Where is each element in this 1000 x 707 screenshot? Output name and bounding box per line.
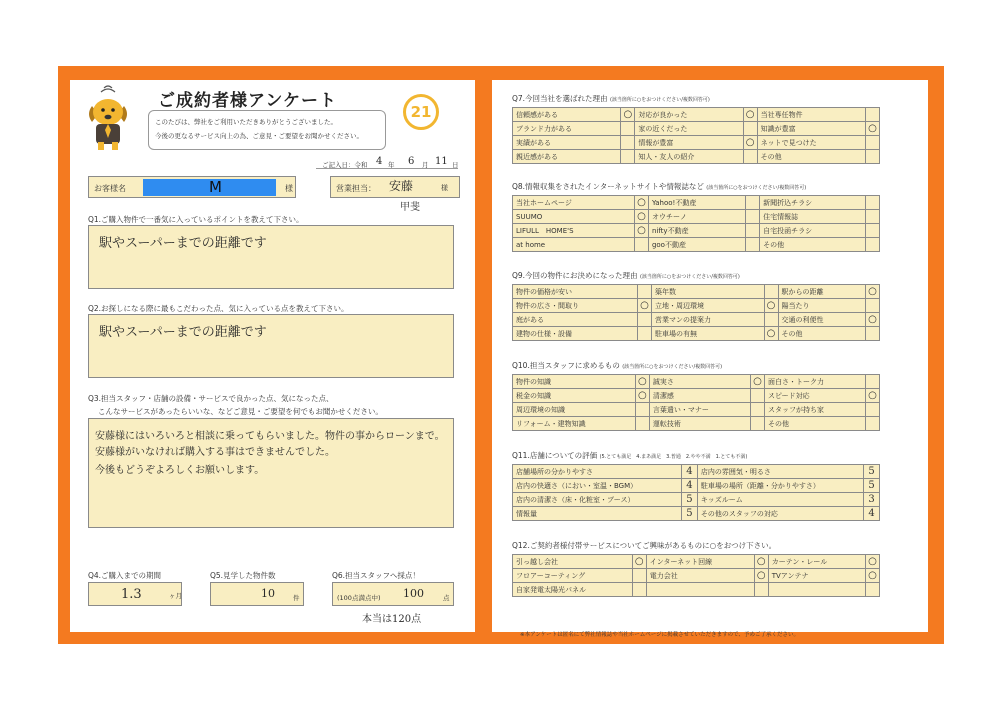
q11-table <box>512 464 880 521</box>
q7-mark-cell <box>621 150 635 164</box>
q12-table <box>512 554 880 597</box>
q4-label: Q4.ご購入までの期間 <box>88 571 162 580</box>
q8-option-cell: Yahoo!不動産 <box>648 196 745 210</box>
q8-option-cell: オウチーノ <box>648 210 745 224</box>
q10-mark-cell <box>635 417 649 431</box>
q9-option-cell: 物件の広さ・間取り <box>513 299 638 313</box>
q7-mark-cell <box>743 150 757 164</box>
q6-note: 本当は120点 <box>362 614 422 625</box>
q11-row <box>513 479 880 493</box>
right-page <box>492 80 928 638</box>
q12-mark-cell: ○ <box>754 555 768 569</box>
q10-option-cell: 言葉遣い・マナー <box>649 403 750 417</box>
q10-row <box>513 403 880 417</box>
q9-mark-cell <box>638 313 652 327</box>
q7-option-cell: 情報が豊富 <box>635 136 743 150</box>
q11-row <box>513 507 880 521</box>
q10-table <box>512 374 880 431</box>
century21-logo-icon: 21 <box>403 94 439 130</box>
q10-option-cell: 税金の知識 <box>513 389 636 403</box>
q4-value: 1.3 <box>121 587 142 602</box>
q3-answer-box <box>88 418 454 528</box>
q11-mark-cell: 3 <box>864 493 880 507</box>
q10-mark-cell <box>750 389 764 403</box>
q6-value: 100 <box>403 587 424 600</box>
q8-mark-cell <box>746 210 760 224</box>
q9-label: Q9.今回の物件にお決めになった理由 (該当箇所に○をおつけください/複数回答可) <box>512 271 740 280</box>
q10-option-cell: 運転技術 <box>649 417 750 431</box>
q6-label: Q6.担当スタッフへ採点！ <box>332 571 420 580</box>
q10-option-cell: 清潔感 <box>649 389 750 403</box>
q7-mark-cell <box>621 122 635 136</box>
q10-option-cell: 物件の知識 <box>513 375 636 389</box>
q8-row <box>513 210 880 224</box>
date-year: 4 <box>376 156 383 167</box>
q9-option-cell: 交通の利便性 <box>778 313 866 327</box>
date-year-unit: 年 <box>388 161 395 169</box>
q8-label: Q8.情報収集をされたインターネットサイトや情報誌など (該当箇所に○をおつけください/複数回答可) <box>512 182 807 191</box>
q9-mark-cell: ○ <box>638 299 652 313</box>
q9-option-cell: 駅からの距離 <box>778 285 866 299</box>
q7-option-cell: ブランド力がある <box>513 122 621 136</box>
date-day-unit: 日 <box>452 161 459 169</box>
q11-mark-cell: 5 <box>681 507 697 521</box>
q9-mark-cell <box>866 327 880 341</box>
q10-mark-cell <box>750 417 764 431</box>
q11-option-cell: キッズルーム <box>697 493 863 507</box>
q8-option-cell: その他 <box>760 238 866 252</box>
q8-mark-cell <box>866 224 880 238</box>
q6-scale: (100点満点中) <box>337 594 381 602</box>
page-title: ご成約者様アンケート <box>158 91 337 111</box>
customer-name-box <box>88 176 296 198</box>
q3-answer-1: 安藤様にはいろいろと相談に乗ってもらいました。物件の事からローンまで。 <box>95 431 445 442</box>
q9-table <box>512 284 880 341</box>
intro-bubble <box>148 110 386 150</box>
q7-mark-cell <box>621 136 635 150</box>
q4-unit: ヶ月 <box>169 592 182 600</box>
q12-option-cell: インターネット回線 <box>646 555 754 569</box>
intro-text-1: このたびは、弊社をご利用いただきありがとうございました。 <box>155 118 337 126</box>
q3-label-1: Q3.担当スタッフ・店舗の設備・サービスで良かった点、気になった点、 <box>88 394 334 403</box>
q9-mark-cell: ○ <box>764 327 778 341</box>
q7-option-cell: 親近感がある <box>513 150 621 164</box>
q10-option-cell: 面白さ・トーク力 <box>764 375 865 389</box>
customer-name-label: お客様名 <box>94 184 126 193</box>
q7-row <box>513 136 880 150</box>
q12-mark-cell <box>632 583 646 597</box>
q12-mark-cell <box>632 569 646 583</box>
q10-option-cell: 周辺環境の知識 <box>513 403 636 417</box>
q11-row <box>513 493 880 507</box>
staff-name-2: 甲斐 <box>400 202 420 213</box>
q6-box <box>332 582 454 606</box>
q9-mark-cell <box>638 285 652 299</box>
q3-answer-2: 安藤様がいなければ購入する事はできませんでした。 <box>95 447 335 458</box>
q12-option-cell: 引っ越し会社 <box>513 555 633 569</box>
q11-row <box>513 465 880 479</box>
q2-label: Q2.お探しになる際に最もこだわった点、気に入っている点を教えて下さい。 <box>88 304 349 313</box>
q8-mark-cell <box>746 196 760 210</box>
q1-label: Q1.ご購入物件で一番気に入っているポイントを教えて下さい。 <box>88 215 304 224</box>
q11-option-cell: 店内の快適さ（におい・室温・BGM） <box>513 479 682 493</box>
q10-option-cell: スピード対応 <box>764 389 865 403</box>
q7-mark-cell: ○ <box>866 122 880 136</box>
q8-option-cell: goo不動産 <box>648 238 745 252</box>
q7-mark-cell: ○ <box>621 108 635 122</box>
q11-label: Q11.店舗についての評価 (5.とても満足 4.まあ満足 3.普通 2.やや不満 1.とても不満) <box>512 451 748 460</box>
q8-note: (該当箇所に○をおつけください/複数回答可) <box>706 185 807 191</box>
q8-mark-cell <box>866 238 880 252</box>
q12-mark-cell <box>754 583 768 597</box>
q8-option-cell: SUUMO <box>513 210 635 224</box>
date-underline <box>316 168 458 169</box>
q7-label: Q7.今回当社を選ばれた理由 (該当箇所に○をおつけください/複数回答可) <box>512 94 710 103</box>
q9-row <box>513 327 880 341</box>
left-page <box>70 80 475 632</box>
q11-option-cell: 店舗場所の分かりやすさ <box>513 465 682 479</box>
staff-name-1: 安藤 <box>389 179 414 193</box>
q8-option-cell: LIFULL HOME'S <box>513 224 635 238</box>
q4-box <box>88 582 182 606</box>
q9-mark-cell <box>638 327 652 341</box>
q11-option-cell: その他のスタッフの対応 <box>697 507 863 521</box>
q8-mark-cell: ○ <box>634 210 648 224</box>
q11-scale: (5.とても満足 4.まあ満足 3.普通 2.やや不満 1.とても不満) <box>599 454 748 460</box>
q8-row <box>513 224 880 238</box>
q8-mark-cell <box>634 238 648 252</box>
q7-mark-cell <box>866 150 880 164</box>
q12-option-cell: TVアンテナ <box>768 569 865 583</box>
q10-row <box>513 389 880 403</box>
q7-mark-cell <box>866 108 880 122</box>
q6-unit: 点 <box>443 594 450 602</box>
q7-row <box>513 122 880 136</box>
q8-option-cell: 自宅投函チラシ <box>760 224 866 238</box>
q12-row <box>513 569 880 583</box>
q10-mark-cell: ○ <box>635 389 649 403</box>
q10-row <box>513 375 880 389</box>
q7-table <box>512 107 880 164</box>
customer-suffix: 様 <box>285 184 293 193</box>
q8-row <box>513 238 880 252</box>
q8-mark-cell: ○ <box>634 224 648 238</box>
q10-option-cell: リフォーム・建物知識 <box>513 417 636 431</box>
q12-option-cell: 電力会社 <box>646 569 754 583</box>
q8-option-cell: 新聞折込チラシ <box>760 196 866 210</box>
q10-mark-cell <box>635 403 649 417</box>
q11-mark-cell: 5 <box>864 465 880 479</box>
q7-option-cell: その他 <box>757 150 865 164</box>
q8-row <box>513 196 880 210</box>
q9-option-cell: 駐車場の有無 <box>652 327 765 341</box>
q11-option-cell: 駐車場の場所（距離・分かりやすさ） <box>697 479 863 493</box>
q12-option-cell <box>768 583 865 597</box>
q9-option-cell: 立地・周辺環境 <box>652 299 765 313</box>
q11-mark-cell: 4 <box>681 465 697 479</box>
q8-mark-cell <box>746 224 760 238</box>
q9-option-cell: その他 <box>778 327 866 341</box>
q9-mark-cell: ○ <box>866 313 880 327</box>
q10-note: (該当箇所に○をおつけください/複数回答可) <box>622 364 723 370</box>
q7-note: (該当箇所に○をおつけください/複数回答可) <box>609 97 710 103</box>
q9-mark-cell: ○ <box>866 285 880 299</box>
q9-option-cell: 物件の価格が安い <box>513 285 638 299</box>
q10-row <box>513 417 880 431</box>
q7-option-cell: ネットで見つけた <box>757 136 865 150</box>
q8-option-cell: 住宅情報誌 <box>760 210 866 224</box>
q12-label: Q12.ご契約者様付帯サービスについてご興味があるものに○をおつけ下さい。 <box>512 541 777 550</box>
q7-option-cell: 対応が良かった <box>635 108 743 122</box>
q1-answer-box <box>88 225 454 289</box>
q10-mark-cell: ○ <box>866 389 880 403</box>
q9-mark-cell <box>866 299 880 313</box>
q7-option-cell: 当社専任物件 <box>757 108 865 122</box>
q9-option-cell: 築年数 <box>652 285 765 299</box>
q7-option-cell: 家の近くだった <box>635 122 743 136</box>
q5-label: Q5.見学した物件数 <box>210 571 276 580</box>
q12-option-cell <box>646 583 754 597</box>
q10-mark-cell <box>866 403 880 417</box>
q10-option-cell: その他 <box>764 417 865 431</box>
q7-mark-cell: ○ <box>743 136 757 150</box>
q10-option-cell: 誠実さ <box>649 375 750 389</box>
q8-mark-cell <box>866 210 880 224</box>
q10-label: Q10.担当スタッフに求めるもの (該当箇所に○をおつけください/複数回答可) <box>512 361 723 370</box>
q7-option-cell: 実績がある <box>513 136 621 150</box>
q9-row <box>513 313 880 327</box>
q9-option-cell: 建物の仕様・設備 <box>513 327 638 341</box>
q3-label-2: こんなサービスがあったらいいな、などご意見・ご要望を何でもお聞かせください。 <box>98 407 383 416</box>
q11-mark-cell: 4 <box>864 507 880 521</box>
q10-mark-cell <box>866 417 880 431</box>
q12-option-cell: カーテン・レール <box>768 555 865 569</box>
q12-mark-cell: ○ <box>866 569 880 583</box>
q12-option-cell: フロアーコーティング <box>513 569 633 583</box>
q12-mark-cell: ○ <box>754 569 768 583</box>
q8-mark-cell <box>866 196 880 210</box>
q7-row <box>513 108 880 122</box>
q2-answer: 駅やスーパーまでの距離です <box>99 325 267 340</box>
q11-option-cell: 店内の清潔さ（床・化粧室・ブース） <box>513 493 682 507</box>
mascot-dog-icon <box>84 84 132 154</box>
q12-option-cell: 自家発電太陽光パネル <box>513 583 633 597</box>
q12-mark-cell: ○ <box>632 555 646 569</box>
q10-mark-cell <box>866 375 880 389</box>
q11-mark-cell: 4 <box>681 479 697 493</box>
q9-mark-cell <box>764 313 778 327</box>
q12-mark-cell: ○ <box>866 555 880 569</box>
q9-mark-cell <box>764 285 778 299</box>
q12-row <box>513 555 880 569</box>
staff-suffix: 様 <box>441 184 448 192</box>
q8-mark-cell <box>746 238 760 252</box>
q9-row <box>513 285 880 299</box>
q8-option-cell: nifty不動産 <box>648 224 745 238</box>
customer-name-value: M <box>209 178 222 196</box>
q2-answer-box <box>88 314 454 378</box>
q5-unit: 件 <box>293 594 300 602</box>
intro-text-2: 今後の更なるサービス向上の為、ご意見・ご要望をお聞かせください。 <box>155 132 363 140</box>
q7-mark-cell <box>866 136 880 150</box>
q12-row <box>513 583 880 597</box>
q7-mark-cell: ○ <box>743 108 757 122</box>
date-day: 11 <box>435 156 448 167</box>
q10-option-cell: スタッフが持ち家 <box>764 403 865 417</box>
q11-mark-cell: 5 <box>681 493 697 507</box>
q7-option-cell: 知識が豊富 <box>757 122 865 136</box>
footer-note: ※本アンケートは匿名にて弊社情報誌や当社ホームページに掲載させていただきますので、予めご了承ください。 <box>520 632 800 638</box>
date-month-unit: 月 <box>422 161 429 169</box>
q11-option-cell: 店内の雰囲気・明るさ <box>697 465 863 479</box>
q9-option-cell: 庭がある <box>513 313 638 327</box>
q11-mark-cell: 5 <box>864 479 880 493</box>
q11-option-cell: 情報量 <box>513 507 682 521</box>
q3-answer-3: 今後もどうぞよろしくお願いします。 <box>95 465 265 476</box>
q9-option-cell: 営業マンの提案力 <box>652 313 765 327</box>
staff-name-box <box>330 176 460 198</box>
q8-table <box>512 195 880 252</box>
date-label: ご記入日：令和 <box>322 161 368 169</box>
q12-mark-cell <box>866 583 880 597</box>
q10-mark-cell: ○ <box>750 375 764 389</box>
q9-option-cell: 陽当たり <box>778 299 866 313</box>
staff-label: 営業担当： <box>336 184 376 193</box>
q9-note: (該当箇所に○をおつけください/複数回答可) <box>639 274 740 280</box>
q10-mark-cell: ○ <box>635 375 649 389</box>
q8-option-cell: 当社ホームページ <box>513 196 635 210</box>
q8-mark-cell: ○ <box>634 196 648 210</box>
q10-mark-cell <box>750 403 764 417</box>
q7-row <box>513 150 880 164</box>
q5-box <box>210 582 304 606</box>
q9-mark-cell: ○ <box>764 299 778 313</box>
q5-value: 10 <box>261 587 275 600</box>
q7-option-cell: 信頼感がある <box>513 108 621 122</box>
q7-mark-cell <box>743 122 757 136</box>
date-month: 6 <box>408 156 415 167</box>
q8-option-cell: at home <box>513 238 635 252</box>
q1-answer: 駅やスーパーまでの距離です <box>99 236 267 251</box>
q7-option-cell: 知人・友人の紹介 <box>635 150 743 164</box>
q9-row <box>513 299 880 313</box>
